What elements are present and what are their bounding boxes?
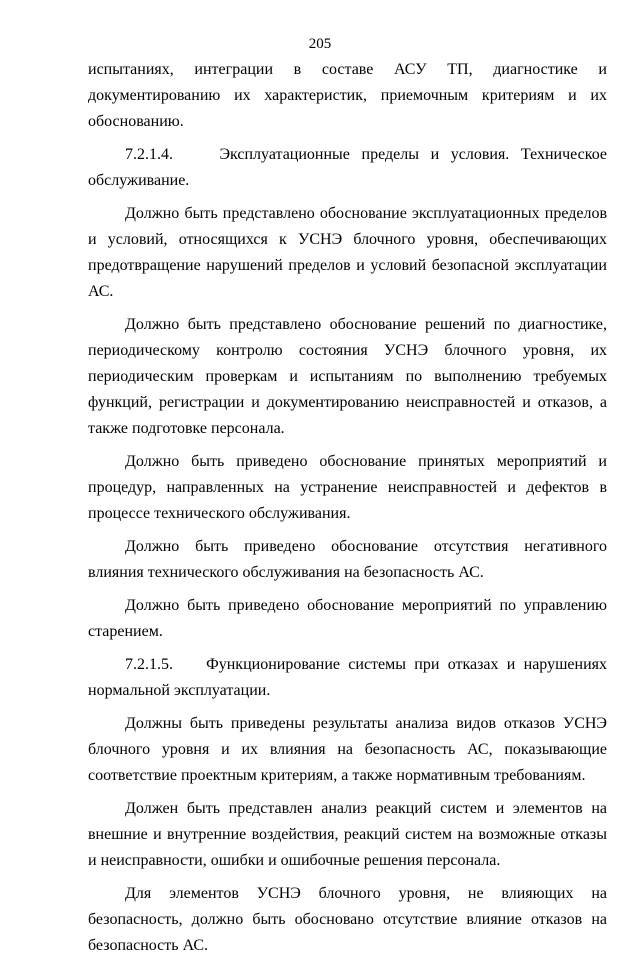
page-number: 205 — [308, 36, 332, 52]
text-body — [88, 57, 607, 966]
paragraph-failure-analysis: Должны быть приведены результаты анализа видов отказов УСНЭ блочного уровня и их влияния на безопасность АС, показывающие соответствие проектным критериям, а также нормативным требованиям. — [88, 715, 607, 784]
paragraph-negative-influence: Должно быть приведено обоснование отсутствия негативного влияния технического обслуживания на безопасность АС. — [88, 538, 607, 581]
paragraph-maintenance-measures: Должно быть приведено обоснование принятых мероприятий и процедур, направленных на устранение неисправностей и дефектов в процессе технического обслуживания. — [88, 453, 607, 522]
section-heading-7-2-1-4: 7.2.1.4. Эксплуатационные пределы и условия. Техническое обслуживание. — [88, 146, 607, 189]
paragraph-ageing-management: Должно быть приведено обоснование мероприятий по управлению старением. — [88, 597, 607, 640]
paragraph-reaction-analysis: Должен быть представлен анализ реакций систем и элементов на внешние и внутренние воздействия, реакций систем на возможные отказы и неисправности, ошибки и ошибочные решения персонала. — [88, 800, 607, 869]
paragraph-diagnostics: Должно быть представлено обоснование решений по диагностике, периодическому контролю состояния УСНЭ блочного уровня, их периодическим проверкам и испытаниям по выполнению требуемых функций, регистрации и документированию неисправностей и отказов, а также подготовке персонала. — [88, 316, 607, 437]
paragraph-continuation: испытаниях, интеграции в составе АСУ ТП, диагностике и документированию их характеристик, приемочным критериям и их обоснованию. — [88, 61, 607, 130]
section-heading-7-2-1-5: 7.2.1.5. Функционирование системы при отказах и нарушениях нормальной эксплуатации. — [88, 656, 607, 699]
paragraph-non-safety-elements: Для элементов УСНЭ блочного уровня, не влияющих на безопасность, должно быть обосновано отсутствие влияние отказов на безопасность АС. — [88, 885, 607, 954]
paragraph-operational-limits: Должно быть представлено обоснование эксплуатационных пределов и условий, относящихся к УСНЭ блочного уровня, обеспечивающих предотвращение нарушений пределов и условий безопасной эксплуатации АС. — [88, 205, 607, 300]
